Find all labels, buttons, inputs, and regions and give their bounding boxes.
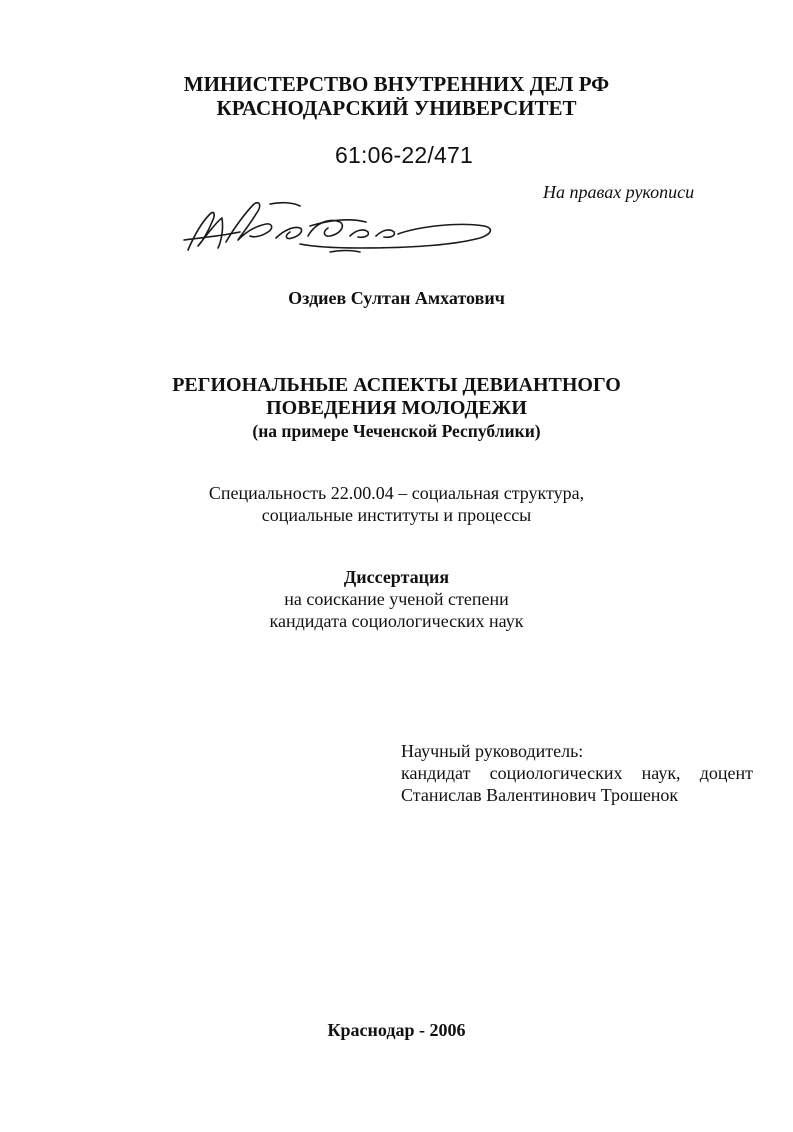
specialty-line-1: Специальность 22.00.04 – социальная структура, — [208, 483, 585, 503]
catalog-code: 61:06-22/471 — [335, 142, 473, 168]
specialty-line-2: социальные институты и процессы — [261, 505, 532, 525]
supervisor-name: Станислав Валентинович Трошенок — [401, 785, 679, 805]
thesis-title-line-1: РЕГИОНАЛЬНЫЕ АСПЕКТЫ ДЕВИАНТНОГО — [172, 374, 621, 396]
thesis-subtitle: (на примере Чеченской Республики) — [252, 421, 541, 441]
handwritten-signature — [180, 192, 500, 262]
degree-line-2: кандидата социологических наук — [269, 611, 524, 631]
ministry-heading: МИНИСТЕРСТВО ВНУТРЕННИХ ДЕЛ РФ — [183, 72, 610, 96]
supervisor-rank: кандидат социологических наук, доцент — [401, 763, 753, 783]
thesis-title-line-2: ПОВЕДЕНИЯ МОЛОДЕЖИ — [266, 397, 527, 419]
author-name: Оздиев Султан Амхатович — [288, 288, 505, 308]
supervisor-label: Научный руководитель: — [401, 741, 584, 761]
degree-line-1: на соискание ученой степени — [284, 589, 509, 609]
manuscript-rights-note: На правах рукописи — [543, 182, 695, 202]
university-heading: КРАСНОДАРСКИЙ УНИВЕРСИТЕТ — [216, 96, 577, 120]
dissertation-label: Диссертация — [343, 567, 450, 587]
city-year: Краснодар - 2006 — [327, 1020, 466, 1040]
